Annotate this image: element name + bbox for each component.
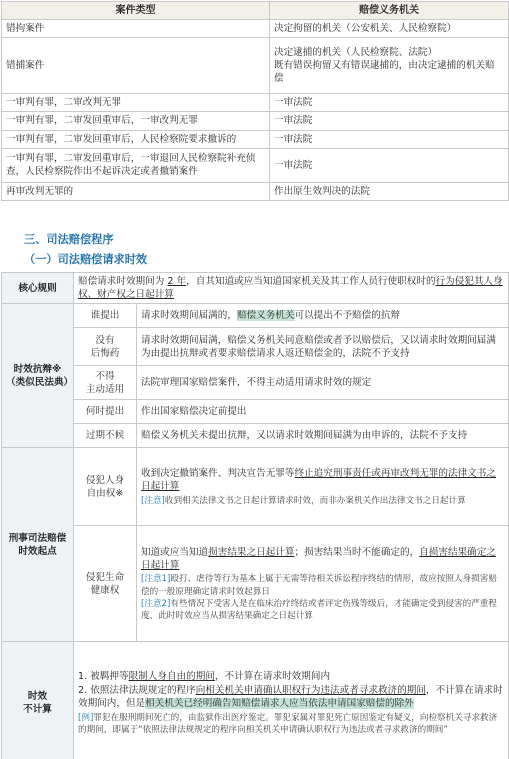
text-b: 损害结果之日起计算	[208, 546, 295, 558]
organ-cell: 一审法院	[270, 148, 509, 182]
limitation-table	[1, 272, 509, 759]
text-c: 可以提出不予赔偿的抗辩	[294, 310, 401, 322]
text-c: ；损害结果当时不能确定的，	[294, 546, 420, 558]
text-b: 向相关机关申请确认职权行为违法或者寻求救济的期间	[195, 685, 426, 697]
table-row	[2, 366, 509, 400]
table-row	[2, 38, 509, 94]
row-text	[137, 526, 509, 642]
personal-note	[141, 495, 504, 507]
table-row	[2, 182, 509, 200]
case-type-cell: 一审判有罪，二审改判无罪	[2, 94, 270, 112]
case-type-cell: 错捕案件	[2, 38, 270, 94]
note-tag: [注意2]	[141, 598, 171, 609]
text-b: 终止追究刑事责任或再审改判无罪的法律文书之日起计算	[141, 468, 496, 493]
suspension-label: 时效抗辩※ （类似民法典）	[2, 304, 74, 448]
organ-cell: 一审法院	[270, 130, 509, 148]
case-type-cell: 一审判有罪，二审发回重审后，人民检察院要求撤诉的	[2, 130, 270, 148]
table-row	[2, 400, 509, 424]
table-row	[2, 526, 509, 642]
table-header-row	[2, 2, 509, 20]
sub-heading: （一）司法赔偿请求时效	[24, 253, 148, 266]
life-note-2	[141, 598, 504, 622]
case-type-cell: 一审判有罪，二审发回重审后，一审退回人民检察院补充侦查，人民检察院作出不起诉决定或者撤销案件	[2, 148, 270, 182]
example-text: 罪犯在服刑期间死亡的，由监狱作出医疗鉴定。罪犯家属对罪犯死亡原因鉴定有疑义，向检察机关寻求救济的期间，即属于“依照法律法规规定的程序向相关机关申请确认职权行为违法或者寻求救济的期间”	[78, 712, 498, 735]
core-text-c: ，自其知道或应当知道国家机关及其工作人员行使职权时的	[186, 276, 436, 287]
text-d: 自损害结果确定之日起计算	[141, 546, 496, 572]
sub-label: 谁提出	[74, 304, 137, 328]
text-c: ，不计算在请求时效期间内，但是	[78, 685, 503, 710]
sub-label: 何时提出	[74, 400, 137, 424]
core-text-d: 行为侵犯其人身权、财产权之日起计算	[78, 276, 503, 301]
row-text: 赔偿义务机关未提出抗辩，又以请求时效期间届满为由申诉的，法院不予支持	[137, 424, 509, 448]
sub-label: 侵犯人身 自由权※	[74, 448, 137, 526]
core-text-a: 赔偿请求时效期间为	[78, 276, 168, 287]
excluded-row	[2, 642, 509, 759]
sub-label: 没有 后悔药	[74, 328, 137, 366]
table-row	[2, 94, 509, 112]
organ-cell: 作出原生效判决的法院	[270, 182, 509, 200]
table-row	[2, 304, 509, 328]
core-rule-label: 核心规则	[2, 273, 74, 304]
excluded-p1	[78, 670, 504, 683]
compensation-organ-table	[1, 1, 509, 201]
note-text: 殴打、虐待等行为基本上属于无需等待相关诉讼程序终结的情形，故应按照人身损害赔偿的一般原理确定请求时效起算日	[141, 574, 497, 597]
core-rule-text	[74, 273, 509, 304]
header-organ: 赔偿义务机关	[270, 2, 509, 20]
text-a: 知道或应当知道	[141, 546, 209, 558]
note-text: 收到相关法律文书之日起计算请求时效，而非办案机关作出法律文书之日起计算	[164, 495, 466, 506]
text-d: 相关机关已经明确告知赔偿请求人应当依法申请国家赔偿的除外	[145, 698, 414, 710]
text-a: 2. 依照法律法规规定的程序	[78, 685, 196, 697]
case-type-cell: 一审判有罪，二审发回重审后，一审改判无罪	[2, 112, 270, 130]
excluded-label: 时效 不计算	[2, 642, 74, 759]
table-row	[2, 130, 509, 148]
table-row	[2, 328, 509, 366]
note-text: 有些情况下受害人是在临床治疗终结或者评定伤残等级后，才能确定受到侵害的严重程度，此时时效应当从损害结果确定之日起计算	[141, 598, 497, 621]
sub-label: 过期不候	[74, 424, 137, 448]
organ-cell: 决定逮捕的机关（人民检察院、法院） 既有错误拘留又有错误逮捕的，由决定逮捕的机关赔偿	[270, 38, 509, 94]
table-row	[2, 112, 509, 130]
row-text	[137, 304, 509, 328]
table-row	[2, 20, 509, 38]
row-text: 请求时效期间届满，赔偿义务机关同意赔偿或者予以赔偿后，又以请求时效期间届满为由提出抗辩或者要求赔偿请求人返还赔偿金的，法院不予支持	[137, 328, 509, 366]
text-b: 赔偿义务机关	[236, 310, 295, 322]
organ-cell: 一审法院	[270, 94, 509, 112]
excluded-example	[78, 712, 504, 736]
header-case-type: 案件类型	[2, 2, 270, 20]
core-text-b: 2 年	[167, 276, 187, 287]
criminal-label: 刑事司法赔偿 时效起点	[2, 448, 74, 642]
sub-label: 不得 主动适用	[74, 366, 137, 400]
sub-label: 侵犯生命 健康权	[74, 526, 137, 642]
note-tag: [注意]	[141, 495, 165, 506]
row-text	[137, 448, 509, 526]
table-row	[2, 148, 509, 182]
organ-cell: 决定拘留的机关（公安机关、人民检察院）	[270, 20, 509, 38]
case-type-cell: 再审改判无罪的	[2, 182, 270, 200]
core-rule-row	[2, 273, 509, 304]
text-c: ，不计算在请求时效期间内	[214, 670, 331, 682]
excluded-text	[74, 642, 509, 759]
table-row	[2, 424, 509, 448]
personal-text	[141, 467, 504, 493]
text-a: 1. 被羁押等	[78, 670, 129, 682]
text-a: 请求时效期间届满的，	[141, 310, 237, 322]
example-tag: [例]	[78, 712, 94, 723]
text-b: 限制人身自由的期间	[128, 670, 215, 682]
text-a: 收到决定撤销案件、判决宣告无罪等	[141, 468, 295, 480]
row-text: 作出国家赔偿决定前提出	[137, 400, 509, 424]
row-text: 法院审理国家赔偿案件，不得主动适用请求时效的规定	[137, 366, 509, 400]
life-text	[141, 546, 504, 572]
note-tag: [注意1]	[141, 574, 171, 585]
excluded-p2	[78, 684, 504, 710]
table-row	[2, 448, 509, 526]
life-note-1	[141, 573, 504, 597]
case-type-cell: 错拘案件	[2, 20, 270, 38]
organ-cell: 一审法院	[270, 112, 509, 130]
section-heading: 三、司法赔偿程序	[24, 233, 114, 246]
